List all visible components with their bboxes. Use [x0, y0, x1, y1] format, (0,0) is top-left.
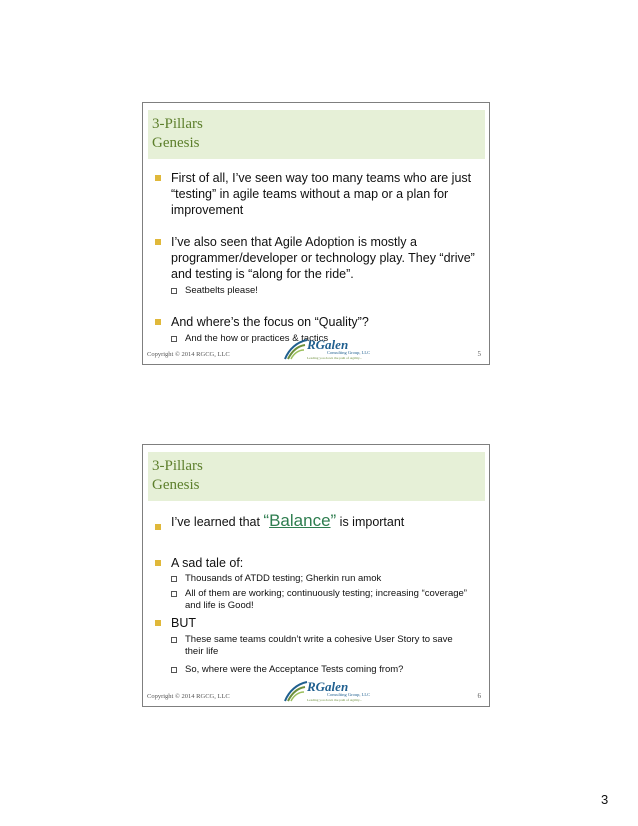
bullet-item: And where’s the focus on “Quality”? — [153, 314, 475, 330]
sub-bullet-item: Thousands of ATDD testing; Gherkin run amok — [171, 573, 471, 585]
close-quote: ” — [330, 511, 337, 530]
logo-tagline: Leading you down the path of Agility... — [307, 698, 363, 702]
square-bullet-icon — [155, 175, 161, 181]
bullet-item: I’ve learned that “Balance” is important — [153, 513, 475, 530]
balance-emphasis: Balance — [269, 511, 331, 530]
square-bullet-icon — [155, 319, 161, 325]
bullet-item: A sad tale of: — [153, 555, 475, 571]
slide-number: 5 — [477, 350, 481, 358]
slide-copyright: Copyright © 2014 RGCG, LLC — [147, 351, 230, 358]
logo-tagline: Leading you down the path of Agility... — [307, 356, 363, 360]
square-bullet-icon — [155, 239, 161, 245]
logo-name: RGalen — [307, 337, 349, 352]
slide-title-line-1: 3-Pillars — [152, 116, 203, 132]
sub-bullet-item: So, where were the Acceptance Tests coming from? — [171, 664, 471, 676]
slide-title — [148, 110, 485, 159]
page-number: 3 — [601, 792, 609, 807]
bullet-item: BUT — [153, 615, 475, 631]
bullet-item: First of all, I’ve seen way too many teams who are just “testing” in agile teams without a map or a plan for improvement — [153, 170, 475, 218]
rgalen-logo — [283, 679, 373, 703]
square-bullet-icon — [155, 524, 161, 530]
slide-title — [148, 452, 485, 501]
bullet-item: I’ve also seen that Agile Adoption is mostly a programmer/developer or technology play. They “drive” and testing is “along for the ride”. — [153, 234, 475, 282]
logo-subtitle: Consulting Group, LLC — [327, 350, 371, 355]
logo-name: RGalen — [307, 679, 349, 694]
swoosh-logo-icon — [283, 679, 309, 703]
swoosh-logo-icon — [283, 337, 309, 361]
slide-title-line-2: Genesis — [152, 477, 200, 493]
hollow-square-bullet-icon — [171, 637, 177, 643]
slide-copyright: Copyright © 2014 RGCG, LLC — [147, 693, 230, 700]
logo-subtitle: Consulting Group, LLC — [327, 692, 371, 697]
hollow-square-bullet-icon — [171, 667, 177, 673]
rgalen-logo — [283, 337, 373, 361]
hollow-square-bullet-icon — [171, 576, 177, 582]
slide-5 — [142, 102, 490, 365]
slide-6 — [142, 444, 490, 707]
hollow-square-bullet-icon — [171, 288, 177, 294]
sub-bullet-item: And the how or practices & tactics — [171, 333, 471, 345]
slide-title-line-1: 3-Pillars — [152, 458, 203, 474]
open-quote: “ — [263, 511, 270, 530]
hollow-square-bullet-icon — [171, 591, 177, 597]
hollow-square-bullet-icon — [171, 336, 177, 342]
sub-bullet-item: Seatbelts please! — [171, 285, 471, 297]
square-bullet-icon — [155, 560, 161, 566]
sub-bullet-item: All of them are working; continuously testing; increasing “coverage” and life is Good! — [171, 588, 471, 612]
square-bullet-icon — [155, 620, 161, 626]
slide-number: 6 — [477, 692, 481, 700]
sub-bullet-item: These same teams couldn’t write a cohesive User Story to save their life — [171, 634, 471, 658]
slide-title-line-2: Genesis — [152, 135, 200, 151]
